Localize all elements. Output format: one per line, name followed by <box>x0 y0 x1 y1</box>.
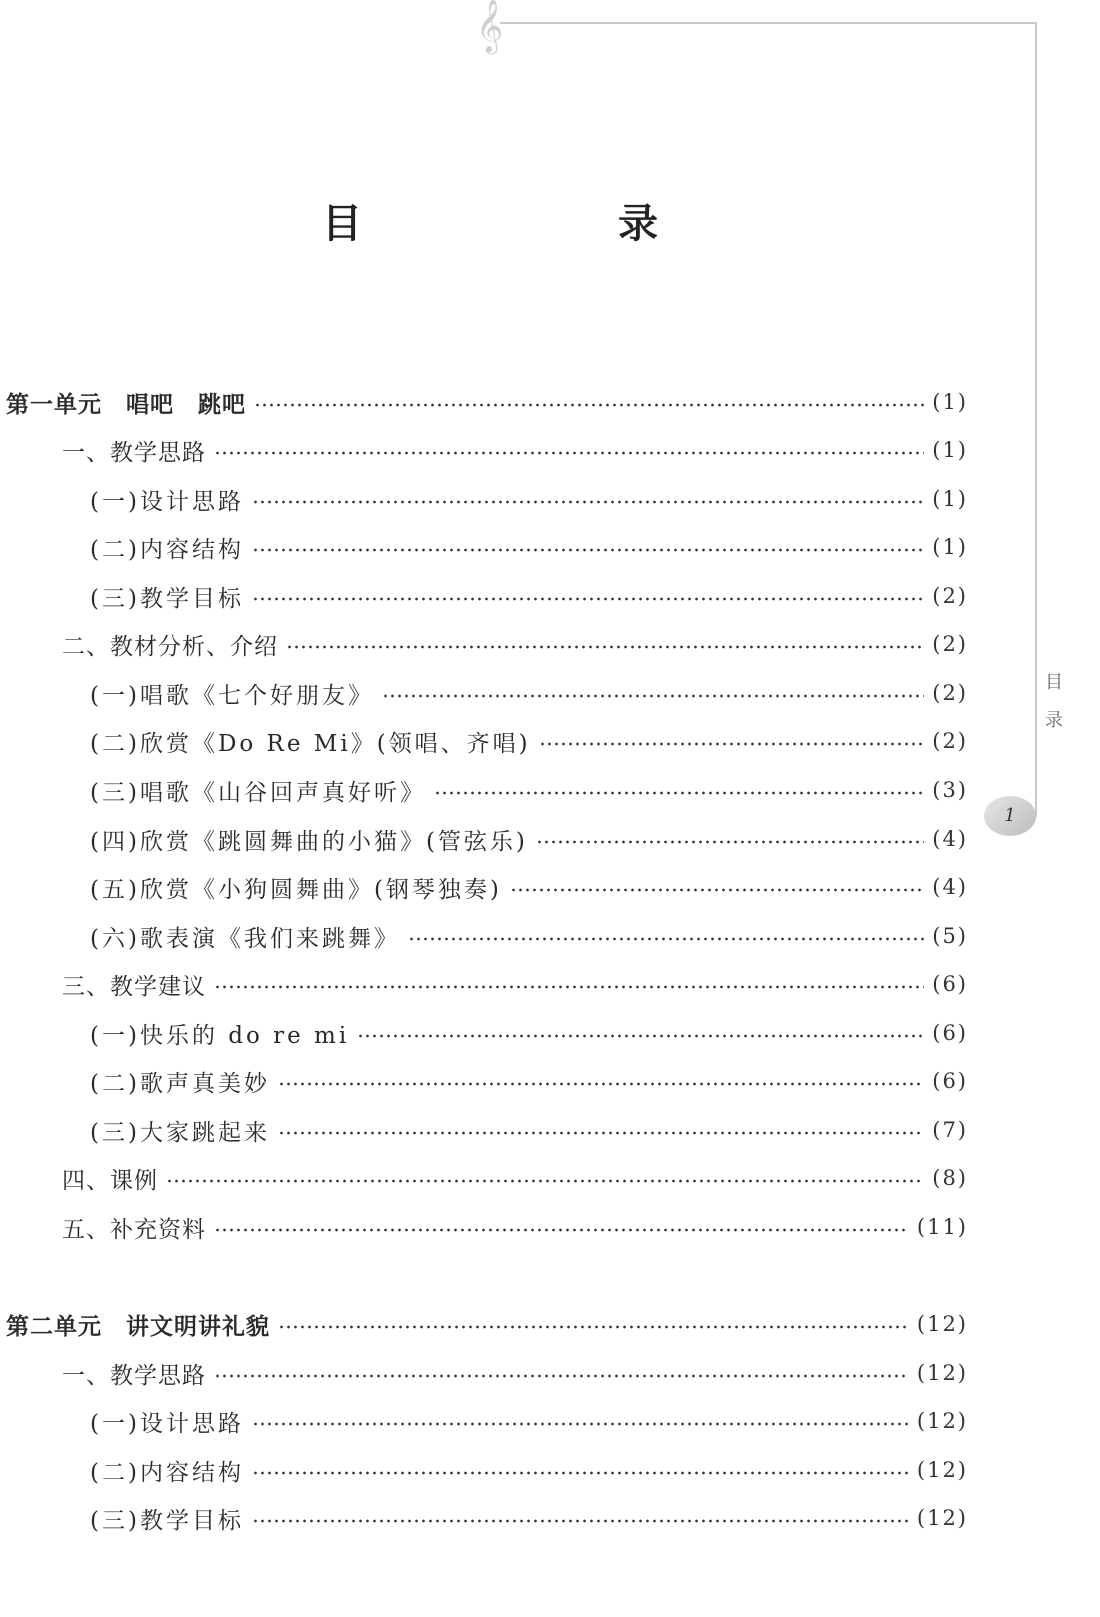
toc-entry-title: (二)内容结构 <box>90 536 244 563</box>
toc-entry-page: (8) <box>932 1166 968 1190</box>
toc-entry-page: (5) <box>932 924 968 948</box>
toc-entry <box>90 1057 968 1105</box>
dot-leader <box>214 1228 909 1232</box>
dot-leader <box>252 548 924 552</box>
dot-leader <box>408 937 924 941</box>
toc-entry-page: (1) <box>932 535 968 559</box>
toc-entry-title: (一)唱歌《七个好朋友》 <box>90 682 374 709</box>
toc-entry-page: (2) <box>932 729 968 753</box>
toc-entry <box>90 1106 968 1154</box>
toc-entry-title: 四、课例 <box>62 1167 158 1194</box>
toc-entry <box>6 1300 968 1348</box>
toc-entry-title: 二、教材分析、介绍 <box>62 633 278 660</box>
dot-leader <box>536 840 924 844</box>
toc-entry-page: (4) <box>932 827 968 851</box>
dot-leader <box>252 597 924 601</box>
toc-entry-title: (三)教学目标 <box>90 585 244 612</box>
toc-entry-title: (四)欣赏《跳圆舞曲的小猫》(管弦乐) <box>90 828 528 855</box>
toc-entry-title: (一)设计思路 <box>90 488 244 515</box>
toc-entry <box>62 1154 968 1202</box>
toc-entry-title: 第一单元 唱吧 跳吧 <box>6 391 246 418</box>
toc-entry <box>90 863 968 911</box>
toc-entry-page: (6) <box>932 1069 968 1093</box>
page-number-badge: 1 <box>984 796 1036 836</box>
toc-entry-page: (12) <box>916 1458 968 1482</box>
toc-entry <box>90 1446 968 1494</box>
toc-entry <box>90 572 968 620</box>
toc-entry-page: (7) <box>932 1118 968 1142</box>
toc-entry-page: (1) <box>932 487 968 511</box>
treble-clef-icon: 𝄞 <box>476 0 504 52</box>
toc-entry <box>90 815 968 863</box>
toc-entry-page: (12) <box>916 1409 968 1433</box>
dot-leader <box>214 451 924 455</box>
toc-entry <box>90 1009 968 1057</box>
toc-entry-title: 一、教学思路 <box>62 439 206 466</box>
dot-leader <box>539 742 925 746</box>
toc-entry-title: (三)唱歌《山谷回声真好听》 <box>90 779 426 806</box>
toc-entry-title: 一、教学思路 <box>62 1362 206 1389</box>
toc-entry <box>90 475 968 523</box>
dot-leader <box>286 645 924 649</box>
right-border-line <box>1035 22 1037 817</box>
side-section-label <box>1040 664 1068 740</box>
toc-entry <box>62 1349 968 1397</box>
dot-leader <box>510 888 924 892</box>
toc-entry-page: (6) <box>932 972 968 996</box>
dot-leader <box>214 1374 909 1378</box>
toc-entry <box>62 620 968 668</box>
toc-entry-title: (三)大家跳起来 <box>90 1119 270 1146</box>
top-border-line <box>500 22 1035 24</box>
toc-entry <box>6 378 968 426</box>
dot-leader <box>357 1034 924 1038</box>
toc-entry-title: (六)歌表演《我们来跳舞》 <box>90 925 400 952</box>
toc-entry-page: (1) <box>932 438 968 462</box>
page-title: 目 录 <box>322 201 766 247</box>
toc-entry-page: (6) <box>932 1021 968 1045</box>
toc-entry-title: 第二单元 讲文明讲礼貌 <box>6 1313 270 1340</box>
dot-leader <box>214 985 924 989</box>
toc-entry-page: (2) <box>932 681 968 705</box>
dot-leader <box>278 1131 924 1135</box>
dot-leader <box>278 1082 924 1086</box>
toc-entry-title: (二)歌声真美妙 <box>90 1070 270 1097</box>
toc-entry-page: (12) <box>916 1361 968 1385</box>
dot-leader <box>382 694 924 698</box>
toc-entry-page: (12) <box>916 1506 968 1530</box>
toc-entry <box>62 426 968 474</box>
toc-entry-page: (3) <box>932 778 968 802</box>
toc-entry <box>90 912 968 960</box>
toc-entry <box>90 669 968 717</box>
dot-leader <box>278 1325 909 1329</box>
toc-entry <box>90 1397 968 1445</box>
side-label-char: 目 <box>1045 672 1063 693</box>
toc-entry-title: (三)教学目标 <box>90 1507 244 1534</box>
toc-entry <box>90 523 968 571</box>
dot-leader <box>252 1519 909 1523</box>
toc-entry-page: (11) <box>916 1215 968 1239</box>
toc-entry <box>90 1494 968 1542</box>
toc-entry <box>62 1203 968 1251</box>
dot-leader <box>252 500 924 504</box>
dot-leader <box>166 1179 924 1183</box>
side-label-char: 录 <box>1045 710 1063 731</box>
toc-entry-page: (12) <box>916 1312 968 1336</box>
toc-entry <box>62 960 968 1008</box>
dot-leader <box>252 1471 909 1475</box>
toc-entry-title: (一)快乐的 do re mi <box>90 1022 350 1049</box>
toc-entry-title: 三、教学建议 <box>62 973 206 1000</box>
toc-entry-title: (二)欣赏《Do Re Mi》(领唱、齐唱) <box>90 730 531 757</box>
toc-entry-title: (五)欣赏《小狗圆舞曲》(钢琴独奏) <box>90 876 502 903</box>
dot-leader <box>434 791 924 795</box>
toc-entry-page: (1) <box>932 390 968 414</box>
toc-entry-page: (2) <box>932 632 968 656</box>
toc-entry-title: (一)设计思路 <box>90 1410 244 1437</box>
toc-entry-title: (二)内容结构 <box>90 1459 244 1486</box>
dot-leader <box>252 1422 909 1426</box>
toc-entry-title: 五、补充资料 <box>62 1216 206 1243</box>
toc-entry <box>90 717 968 765</box>
toc-entry-page: (4) <box>932 875 968 899</box>
dot-leader <box>254 403 924 407</box>
toc-entry <box>90 766 968 814</box>
toc-entry-page: (2) <box>932 584 968 608</box>
